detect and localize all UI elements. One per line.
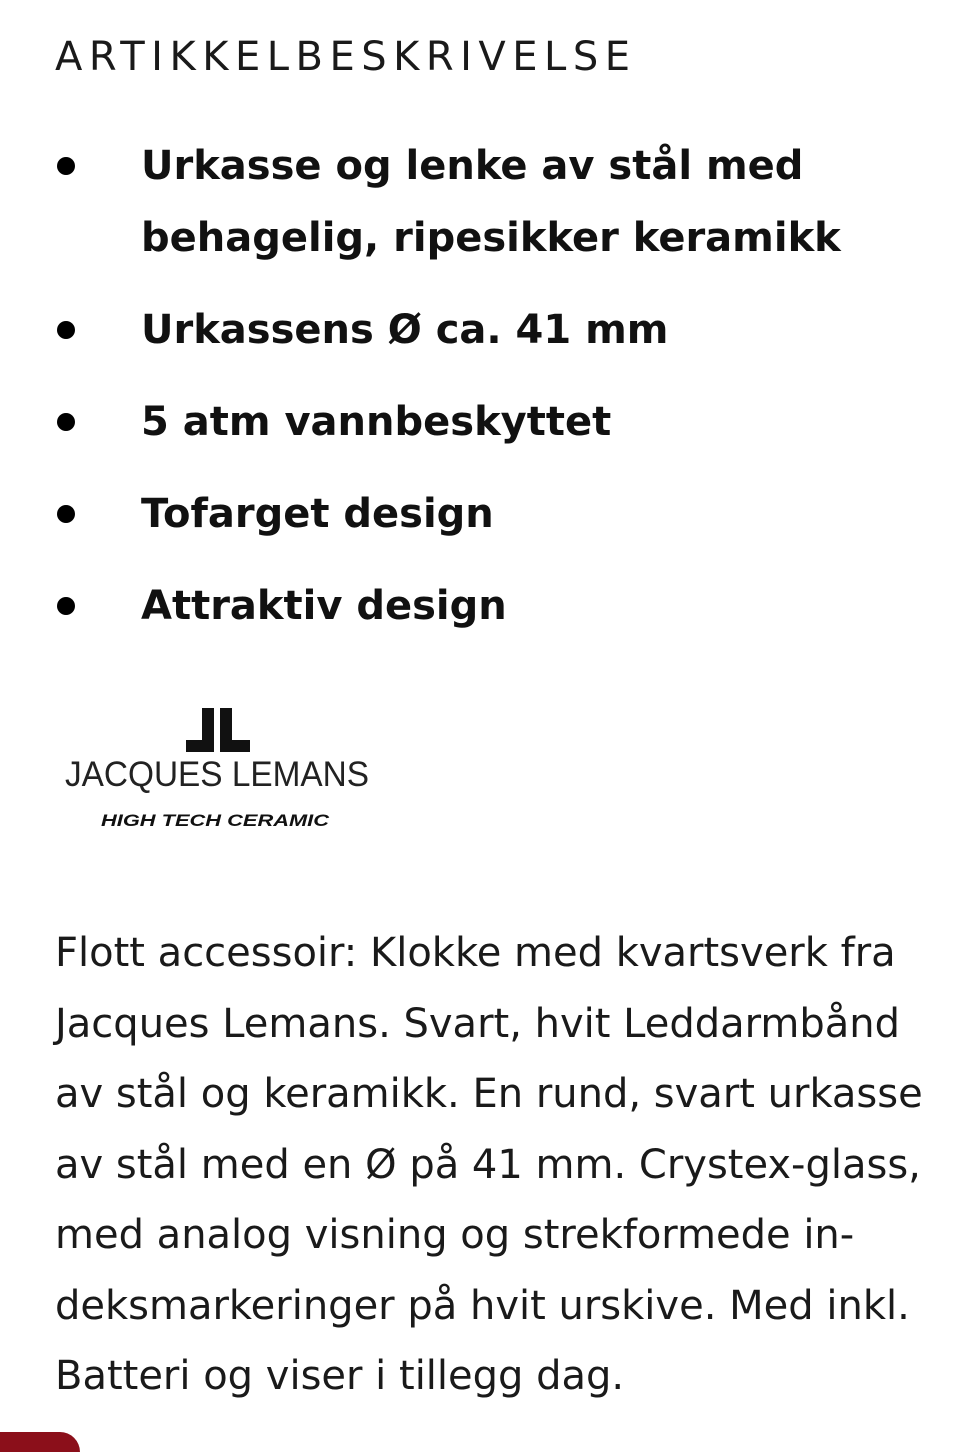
description-line: Batteri og viser i tillegg dag.	[55, 1353, 625, 1399]
feature-text: Tofarget design	[141, 491, 494, 537]
description-line: deksmarkeringer på hvit urskive. Med inkl.	[55, 1282, 910, 1329]
brand-name: JACQUES LEMANS	[65, 755, 369, 794]
feature-item	[0, 570, 960, 642]
brand-monogram-icon	[186, 708, 250, 752]
feature-item	[0, 294, 960, 366]
feature-text: 5 atm vannbeskyttet	[141, 399, 612, 445]
description-line: av stål og keramikk. En rund, svart urkasse	[55, 1071, 923, 1117]
feature-text: behagelig, ripesikker keramikk	[141, 215, 841, 261]
bullet-icon	[57, 157, 75, 175]
feature-list	[0, 130, 960, 662]
brand-logo	[60, 700, 380, 840]
product-description	[55, 918, 950, 1412]
section-heading: ARTIKKELBESKRIVELSE	[55, 34, 637, 80]
description-line: Jacques Lemans. Svart, hvit Leddarmbånd	[55, 1000, 900, 1047]
bullet-icon	[57, 413, 75, 431]
description-line: Flott accessoir: Klokke med kvartsverk fra	[55, 930, 896, 976]
feature-text: Urkassens Ø ca. 41 mm	[141, 307, 669, 353]
feature-item	[0, 386, 960, 458]
description-line: av stål med en Ø på 41 mm. Crystex-glass,	[55, 1141, 921, 1188]
brand-tagline: HIGH TECH CERAMIC	[101, 811, 330, 830]
floating-tab-edge[interactable]	[0, 1432, 80, 1452]
bullet-icon	[57, 505, 75, 523]
bullet-icon	[57, 597, 75, 615]
feature-text: Attraktiv design	[141, 583, 507, 629]
bullet-icon	[57, 321, 75, 339]
description-line: med analog visning og strekformede in-	[55, 1212, 855, 1258]
feature-item	[0, 478, 960, 550]
feature-text: Urkasse og lenke av stål med	[141, 143, 804, 189]
feature-item	[0, 130, 960, 274]
